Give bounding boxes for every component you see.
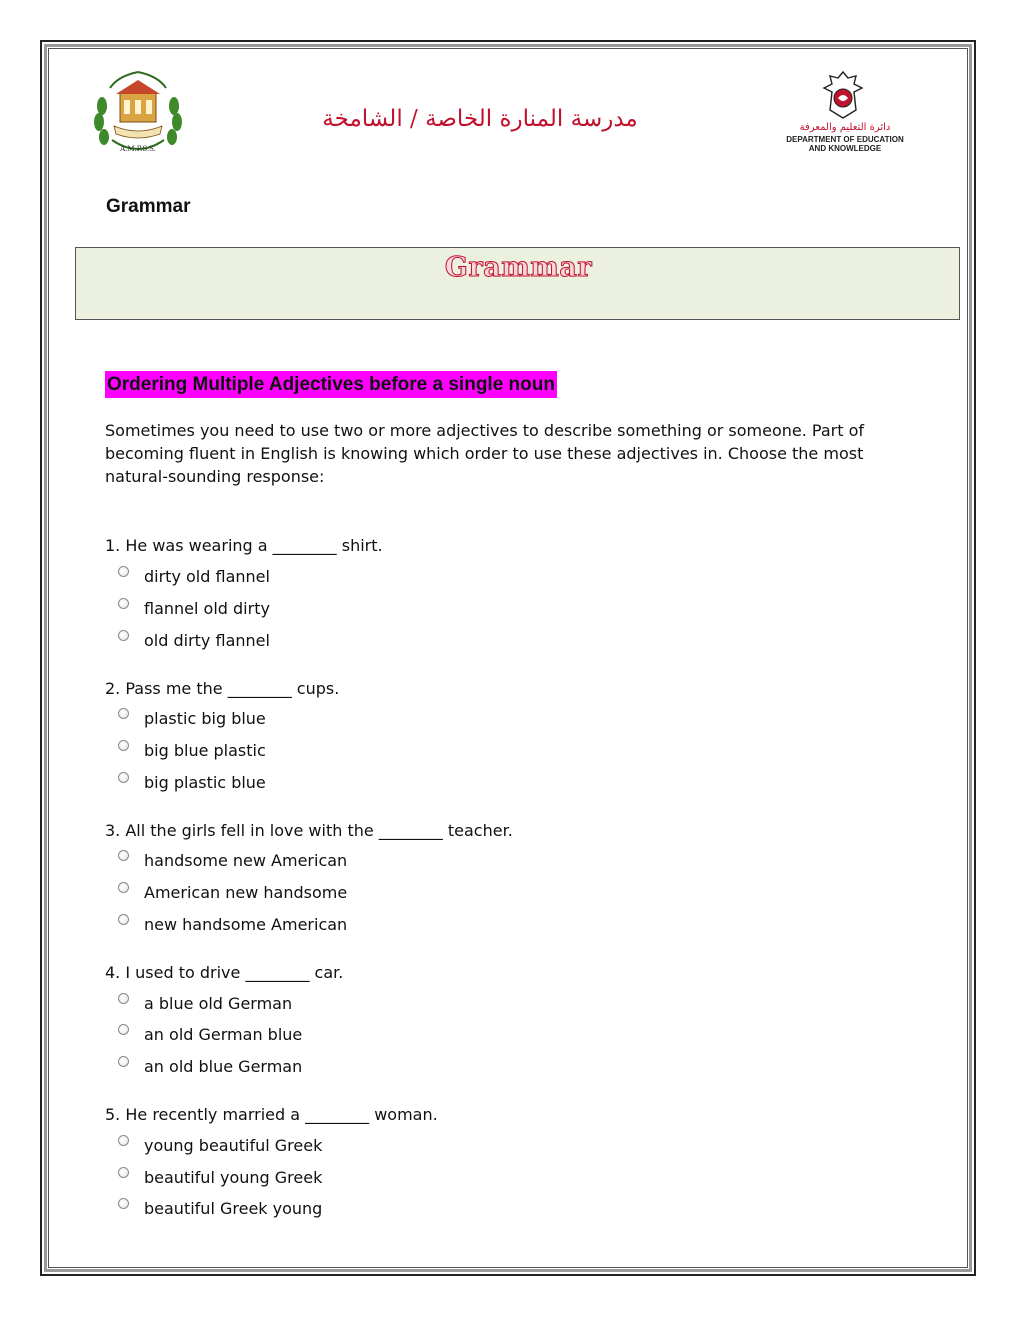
option-label: big blue plastic: [144, 741, 266, 760]
radio-button-icon[interactable]: [118, 598, 129, 609]
radio-button-icon[interactable]: [118, 630, 129, 641]
question-5: 5. He recently married a ________ woman.: [105, 1105, 438, 1124]
radio-button-icon[interactable]: [118, 1167, 129, 1178]
radio-button-icon[interactable]: [118, 772, 129, 783]
option-label: big plastic blue: [144, 773, 266, 792]
option-label: plastic big blue: [144, 709, 266, 728]
department-line-2: AND KNOWLEDGE: [808, 144, 882, 153]
department-line-1: DEPARTMENT OF EDUCATION: [786, 135, 904, 144]
question-1: 1. He was wearing a ________ shirt.: [105, 536, 383, 555]
radio-button-icon[interactable]: [118, 1198, 129, 1209]
radio-button-icon[interactable]: [118, 740, 129, 751]
option-label: a blue old German: [144, 994, 293, 1013]
falcon-emblem-icon: [820, 70, 866, 120]
department-name-english: [780, 135, 910, 153]
radio-button-icon[interactable]: [118, 708, 129, 719]
option-label: American new handsome: [144, 883, 348, 902]
topic-title: Ordering Multiple Adjectives before a single noun: [105, 371, 557, 398]
option-label: old dirty flannel: [144, 631, 270, 650]
radio-button-icon[interactable]: [118, 1024, 129, 1035]
option-label: new handsome American: [144, 915, 348, 934]
option-label: beautiful young Greek: [144, 1168, 323, 1187]
radio-button-icon[interactable]: [118, 882, 129, 893]
department-name-arabic: دائرة التعليم والمعرفة: [799, 122, 891, 133]
radio-button-icon[interactable]: [118, 993, 129, 1004]
school-name: مدرسة المنارة الخاصة / الشامخة: [322, 106, 638, 132]
question-3: 3. All the girls fell in love with the ________ teacher.: [105, 821, 513, 840]
department-logo: [780, 70, 910, 160]
school-logo-text: A.M.P.S.S.: [120, 145, 156, 153]
radio-button-icon[interactable]: [118, 850, 129, 861]
option-label: handsome new American: [144, 851, 348, 870]
option-label: an old German blue: [144, 1025, 303, 1044]
grammar-banner: [75, 247, 960, 320]
option-label: beautiful Greek young: [144, 1199, 323, 1218]
section-heading: Grammar: [106, 196, 191, 217]
question-2: 2. Pass me the ________ cups.: [105, 679, 340, 698]
question-4: 4. I used to drive ________ car.: [105, 963, 344, 982]
radio-button-icon[interactable]: [118, 1056, 129, 1067]
radio-button-icon[interactable]: [118, 1135, 129, 1146]
option-label: an old blue German: [144, 1057, 303, 1076]
radio-button-icon[interactable]: [118, 914, 129, 925]
intro-paragraph: Sometimes you need to use two or more adjectives to describe something or someone. Part of becoming fluent in English is knowing which order to use these adjectives in. Choose the most natural-sounding response:: [105, 421, 865, 486]
radio-button-icon[interactable]: [118, 566, 129, 577]
option-label: dirty old flannel: [144, 567, 270, 586]
option-label: young beautiful Greek: [144, 1136, 323, 1155]
banner-title: Grammar: [444, 252, 593, 283]
option-label: flannel old dirty: [144, 599, 270, 618]
page-border-inner: [48, 48, 968, 1268]
